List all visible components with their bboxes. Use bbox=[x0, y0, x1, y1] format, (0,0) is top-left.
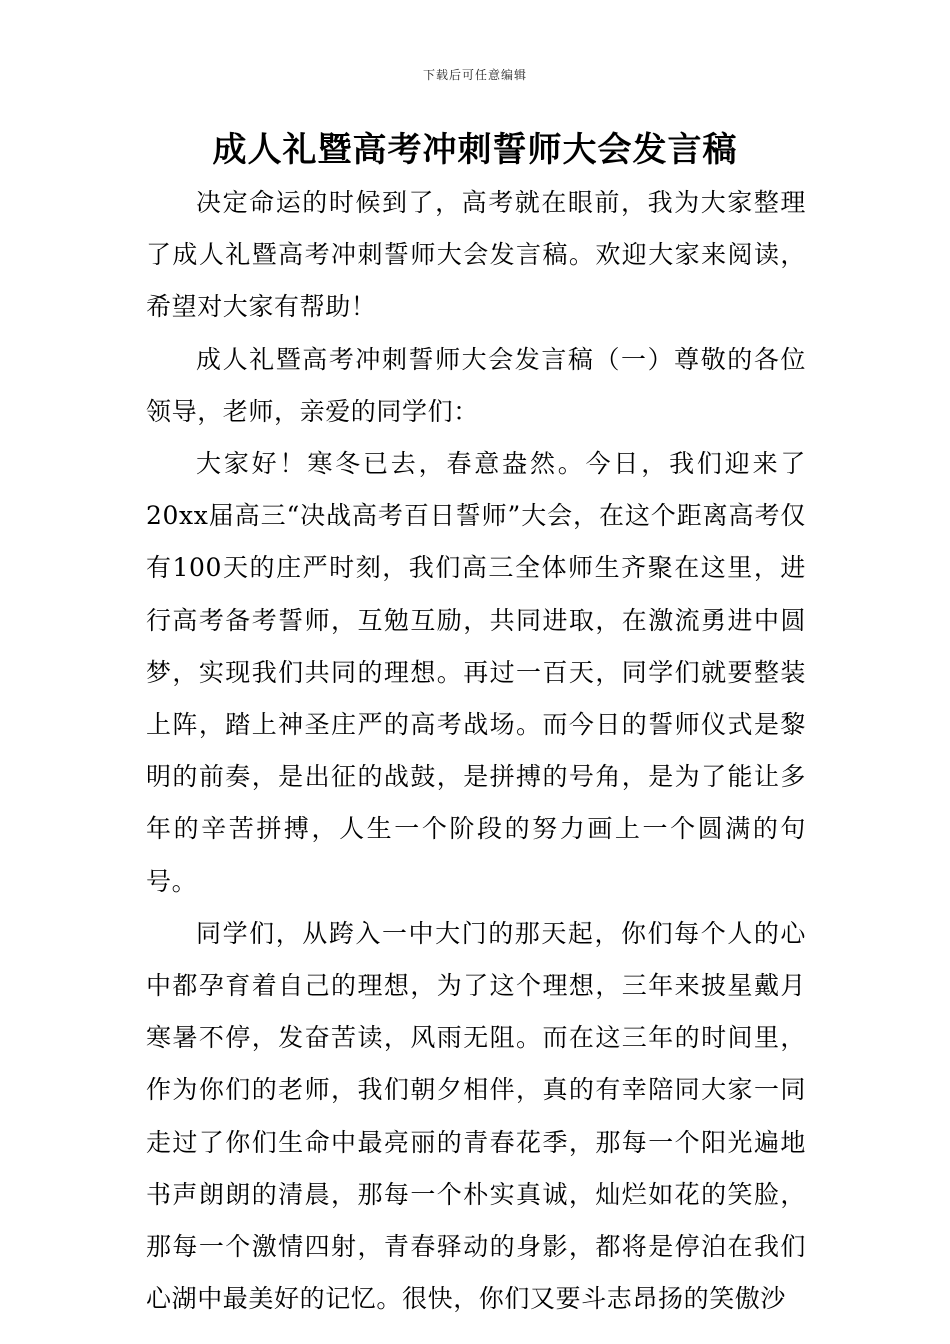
paragraph-salutation: 成人礼暨高考冲刺誓师大会发言稿（一）尊敬的各位领导，老师，亲爱的同学们： bbox=[146, 344, 806, 426]
header-note: 下载后可任意编辑 bbox=[422, 68, 527, 82]
paragraph-intro: 决定命运的时候到了，高考就在眼前，我为大家整理了成人礼暨高考冲刺誓师大会发言稿。欢迎大家来阅读，希望对大家有帮助！ bbox=[146, 188, 806, 322]
paragraph-greeting: 大家好！寒冬已去，春意盎然。今日，我们迎来了20xx届高三“决战高考百日誓师”大会，在这个距离高考仅有100天的庄严时刻，我们高三全体师生齐聚在这里，进行高考备考誓师，互勉互励，共同进取，在激流勇进中圆梦，实现我们共同的理想。再过一百天，同学们就要整装上阵，踏上神圣庄严的高考战场。而今日的誓师仪式是黎明的前奏，是出征的战鼓，是拼搏的号角，是为了能让多年的辛苦拼搏，人生一个阶段的努力画上一个圆满的句号。 bbox=[146, 449, 806, 896]
document-body bbox=[146, 177, 806, 1325]
document-title: 成人礼暨高考冲刺誓师大会发言稿 bbox=[212, 130, 738, 170]
paragraph-students: 同学们，从跨入一中大门的那天起，你们每个人的心中都孕育着自己的理想，为了这个理想，三年来披星戴月寒暑不停，发奋苦读，风雨无阻。而在这三年的时间里，作为你们的老师，我们朝夕相伴，真的有幸陪同大家一同走过了你们生命中最亮丽的青春花季，那每一个阳光遍地书声朗朗的清晨，那每一个朴实真诚，灿烂如花的笑脸，那每一个激情四射，青春驿动的身影，都将是停泊在我们心湖中最美好的记忆。很快，你们又要斗志昂扬的笑傲沙 bbox=[146, 918, 806, 1314]
